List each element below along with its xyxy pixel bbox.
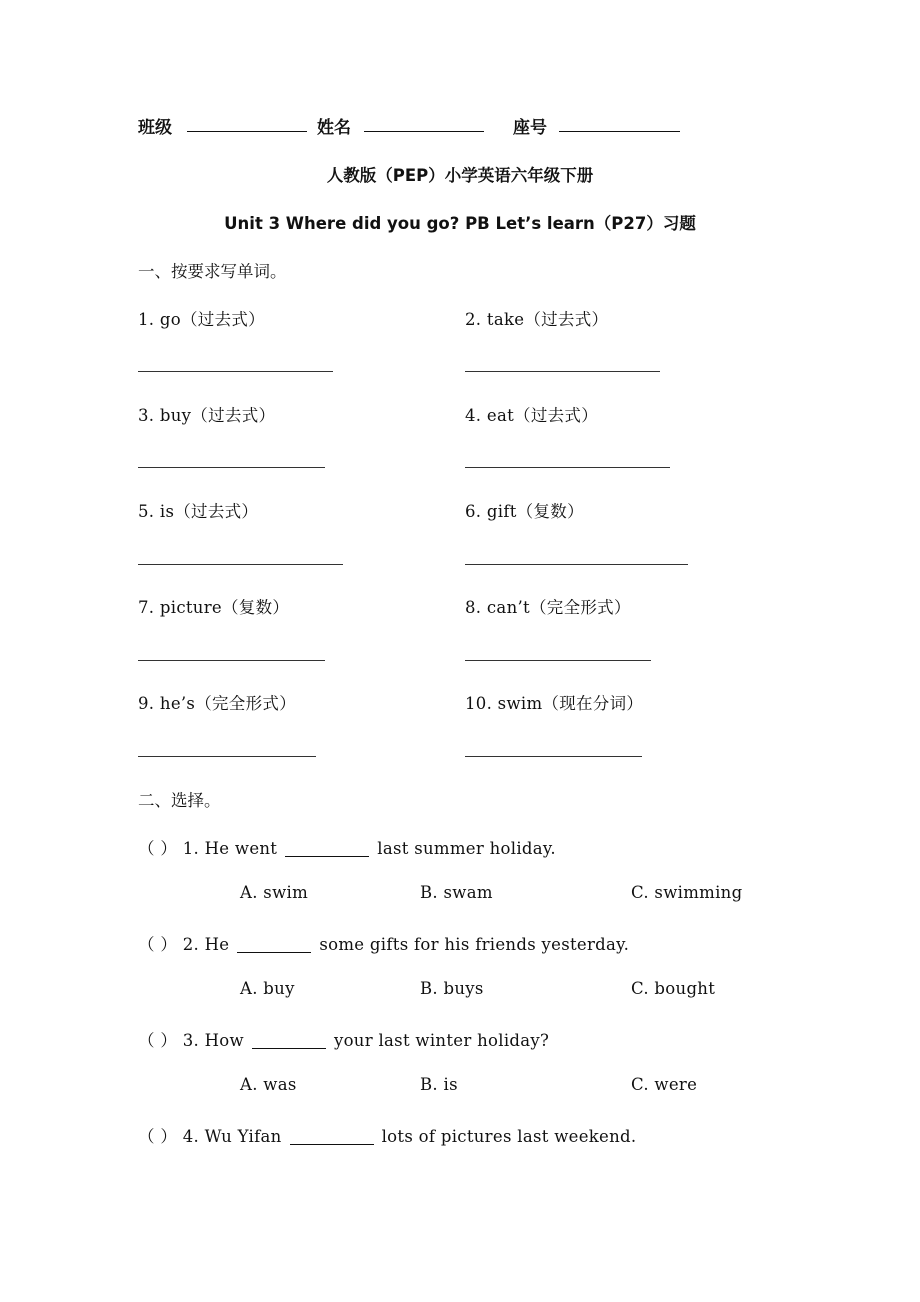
seat-label: 座号 <box>513 118 547 138</box>
choice-question-1 <box>138 835 556 859</box>
question-text-before: How <box>204 1031 244 1050</box>
word-item-1: 1. go（过去式） <box>138 310 265 329</box>
question-text-after: last summer holiday. <box>377 839 556 858</box>
answer-line-3[interactable] <box>138 467 325 468</box>
section1-heading: 一、按要求写单词。 <box>138 262 287 281</box>
option-2c[interactable]: C. bought <box>631 979 716 998</box>
seat-field[interactable] <box>559 131 680 132</box>
question-text-before: Wu Yifan <box>204 1127 282 1146</box>
answer-line-2[interactable] <box>465 371 660 372</box>
option-2a[interactable]: A. buy <box>240 979 295 998</box>
question-text-after: some gifts for his friends yesterday. <box>319 935 630 954</box>
word-item-8: 8. can’t（完全形式） <box>465 598 631 617</box>
choice-question-2 <box>138 931 629 955</box>
question-number: 1. <box>182 839 200 858</box>
answer-line-8[interactable] <box>465 660 651 661</box>
class-field[interactable] <box>187 131 307 132</box>
choice-question-3 <box>138 1027 549 1051</box>
question-text-before: He went <box>204 839 278 858</box>
question-text-after: lots of pictures last weekend. <box>381 1127 637 1146</box>
word-item-6: 6. gift（复数） <box>465 502 584 521</box>
answer-line-1[interactable] <box>138 371 333 372</box>
answer-paren[interactable]: （ ） <box>138 935 178 954</box>
word-item-2: 2. take（过去式） <box>465 310 609 329</box>
answer-line-4[interactable] <box>465 467 670 468</box>
option-3b[interactable]: B. is <box>420 1075 458 1094</box>
section2-heading: 二、选择。 <box>138 791 221 810</box>
answer-line-10[interactable] <box>465 756 642 757</box>
word-item-4: 4. eat（过去式） <box>465 406 599 425</box>
name-field[interactable] <box>364 131 484 132</box>
question-number: 4. <box>182 1127 200 1146</box>
question-text-before: He <box>204 935 230 954</box>
worksheet-subtitle: Unit 3 Where did you go? PB Let’s learn（P27）习题 <box>224 214 696 233</box>
question-text-after: your last winter holiday? <box>333 1031 550 1050</box>
question-blank <box>290 1128 374 1145</box>
answer-paren[interactable]: （ ） <box>138 1031 178 1050</box>
option-1a[interactable]: A. swim <box>240 883 309 902</box>
worksheet-title: 人教版（PEP）小学英语六年级下册 <box>326 166 594 185</box>
answer-paren[interactable]: （ ） <box>138 1127 178 1146</box>
answer-line-5[interactable] <box>138 564 343 565</box>
word-item-9: 9. he’s（完全形式） <box>138 694 296 713</box>
question-number: 3. <box>182 1031 200 1050</box>
question-blank <box>252 1032 326 1049</box>
answer-paren[interactable]: （ ） <box>138 839 178 858</box>
question-number: 2. <box>182 935 200 954</box>
word-item-3: 3. buy（过去式） <box>138 406 276 425</box>
question-blank <box>237 936 311 953</box>
option-2b[interactable]: B. buys <box>420 979 484 998</box>
question-blank <box>285 840 369 857</box>
word-item-5: 5. is（过去式） <box>138 502 259 521</box>
name-label: 姓名 <box>317 118 351 138</box>
option-1c[interactable]: C. swimming <box>631 883 743 902</box>
answer-line-7[interactable] <box>138 660 325 661</box>
choice-question-4 <box>138 1123 636 1147</box>
answer-line-9[interactable] <box>138 756 316 757</box>
option-3a[interactable]: A. was <box>240 1075 297 1094</box>
answer-line-6[interactable] <box>465 564 688 565</box>
class-label: 班级 <box>138 118 172 138</box>
option-3c[interactable]: C. were <box>631 1075 698 1094</box>
word-item-7: 7. picture（复数） <box>138 598 290 617</box>
word-item-10: 10. swim（现在分词） <box>465 694 644 713</box>
option-1b[interactable]: B. swam <box>420 883 493 902</box>
